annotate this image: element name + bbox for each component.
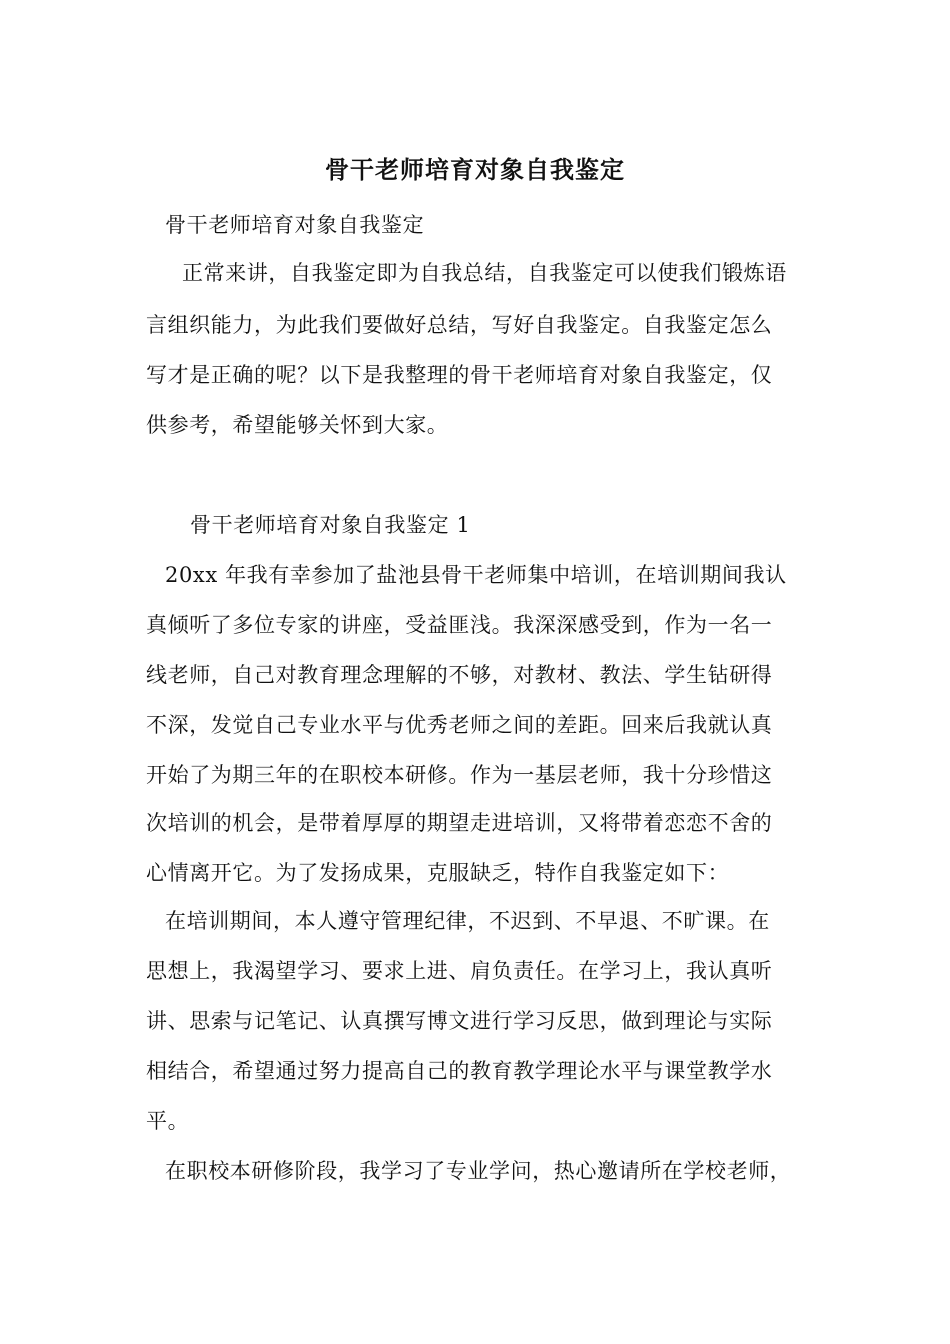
paragraph-line: 20xx 年我有幸参加了盐池县骨干老师集中培训，在培训期间我认: [165, 563, 787, 587]
paragraph-line: 在培训期间，本人遵守管理纪律，不迟到、不早退、不旷课。在: [165, 909, 770, 933]
paragraph-line: 开始了为期三年的在职校本研修。作为一基层老师，我十分珍惜这: [146, 763, 773, 787]
paragraph-line: 心情离开它。为了发扬成果，克服缺乏，特作自我鉴定如下：: [146, 861, 730, 885]
paragraph-line: 思想上，我渴望学习、要求上进、肩负责任。在学习上，我认真听: [146, 959, 773, 983]
paragraph-line: 平。: [146, 1109, 190, 1133]
intro-line: 正常来讲，自我鉴定即为自我总结，自我鉴定可以使我们锻炼语: [182, 261, 787, 285]
paragraph-line: 线老师，自己对教育理念理解的不够，对教材、教法、学生钻研得: [146, 663, 773, 687]
paragraph-line: 真倾听了多位专家的讲座，受益匪浅。我深深感受到，作为一名一: [146, 613, 773, 637]
paragraph-line: 不深，发觉自己专业水平与优秀老师之间的差距。回来后我就认真: [146, 713, 773, 737]
section-heading: 骨干老师培育对象自我鉴定 1: [190, 513, 471, 537]
intro-line: 写才是正确的呢？以下是我整理的骨干老师培育对象自我鉴定，仅: [146, 363, 773, 387]
paragraph-line: 讲、思索与记笔记、认真撰写博文进行学习反思，做到理论与实际: [146, 1009, 773, 1033]
paragraph-line: 次培训的机会，是带着厚厚的期望走进培训，又将带着恋恋不舍的: [146, 811, 773, 835]
intro-line: 供参考，希望能够关怀到大家。: [146, 413, 449, 437]
paragraph-line: 相结合，希望通过努力提高自己的教育教学理论水平与课堂教学水: [146, 1059, 773, 1083]
intro-line: 言组织能力，为此我们要做好总结，写好自我鉴定。自我鉴定怎么: [146, 313, 773, 337]
document-title: 骨干老师培育对象自我鉴定: [325, 155, 625, 184]
paragraph-line: 在职校本研修阶段，我学习了专业学问，热心邀请所在学校老师，: [165, 1159, 792, 1183]
document-subtitle: 骨干老师培育对象自我鉴定: [165, 213, 425, 237]
